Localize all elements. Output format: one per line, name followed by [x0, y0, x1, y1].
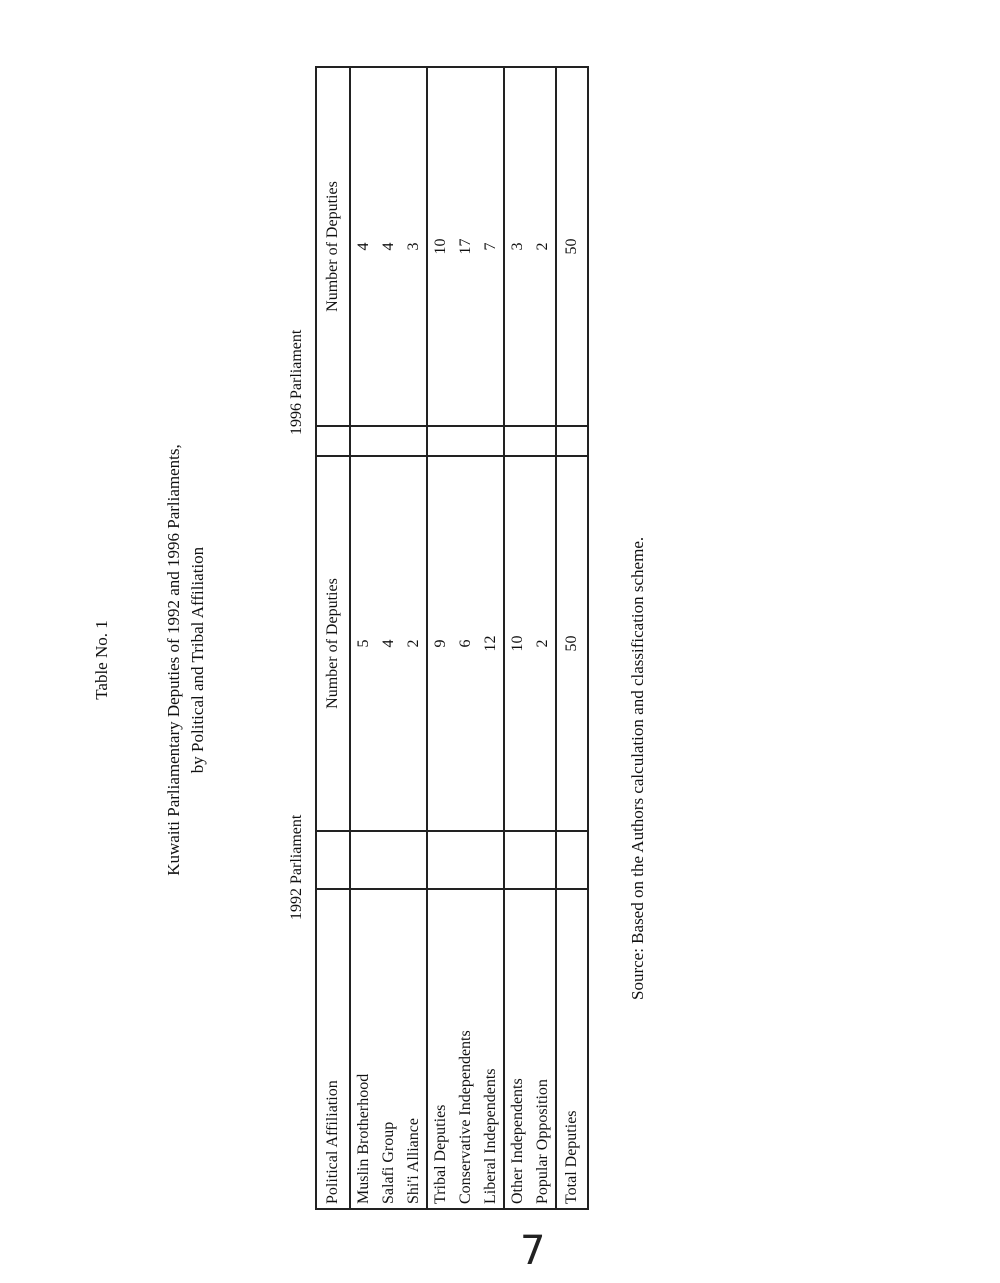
deputies-1992-cell: 12 [478, 456, 504, 831]
deputies-1992-cell: 2 [530, 456, 556, 831]
gap-cell [504, 831, 530, 889]
table-row [376, 67, 401, 1209]
rotated-page [80, 70, 680, 1250]
affiliation-cell: Shi'i Alliance [401, 889, 427, 1209]
header-gap [316, 831, 350, 889]
deputies-1992-cell: 5 [350, 456, 376, 831]
affiliation-cell: Muslin Brotherhood [350, 889, 376, 1209]
header-deputies-1996: Number of Deputies [316, 67, 350, 426]
gap-cell [453, 831, 478, 889]
affiliation-cell: Tribal Deputies [427, 889, 453, 1209]
gap-cell [478, 831, 504, 889]
table-row [530, 67, 556, 1209]
deputies-1996-cell: 10 [427, 67, 453, 426]
gap-cell [350, 426, 376, 456]
gap-cell [376, 831, 401, 889]
gap-cell [478, 426, 504, 456]
affiliation-cell: Liberal Independents [478, 889, 504, 1209]
gap-cell [556, 426, 588, 456]
affiliation-cell: Salafi Group [376, 889, 401, 1209]
gap-cell [427, 831, 453, 889]
gap-cell [401, 831, 427, 889]
gap-cell [556, 831, 588, 889]
deputies-1992-cell: 4 [376, 456, 401, 831]
table-total-row [556, 67, 588, 1209]
deputies-1996-cell: 2 [530, 67, 556, 426]
gap-cell [401, 426, 427, 456]
header-gap [316, 426, 350, 456]
table-row [350, 67, 376, 1209]
table-row [427, 67, 453, 1209]
deputies-1996-cell: 17 [453, 67, 478, 426]
table-title-line-1: Kuwaiti Parliamentary Deputies of 1992 and 1996 Parliaments, [164, 444, 183, 876]
group-label-1992: 1992 Parliament [288, 814, 305, 920]
table-row [478, 67, 504, 1209]
total-1992-cell: 50 [556, 456, 588, 831]
header-political-affiliation: Political Affiliation [316, 889, 350, 1209]
gap-cell [504, 426, 530, 456]
table-row [453, 67, 478, 1209]
total-label-cell: Total Deputies [556, 889, 588, 1209]
gap-cell [530, 426, 556, 456]
group-label-1996: 1996 Parliament [288, 329, 305, 435]
deputies-1992-cell: 6 [453, 456, 478, 831]
page-number: 7 [520, 1228, 546, 1274]
gap-cell [427, 426, 453, 456]
deputies-1996-cell: 7 [478, 67, 504, 426]
affiliation-cell: Conservative Independents [453, 889, 478, 1209]
gap-cell [376, 426, 401, 456]
affiliation-cell: Popular Opposition [530, 889, 556, 1209]
gap-cell [350, 831, 376, 889]
deputies-1996-cell: 3 [504, 67, 530, 426]
deputies-1992-cell: 10 [504, 456, 530, 831]
table-label: Table No. 1 [92, 620, 111, 700]
table-header-row [316, 67, 350, 1209]
deputies-table [315, 66, 589, 1210]
affiliation-cell: Other Independents [504, 889, 530, 1209]
deputies-1996-cell: 4 [350, 67, 376, 426]
deputies-1996-cell: 3 [401, 67, 427, 426]
source-note: Source: Based on the Authors calculation and classification scheme. [628, 536, 647, 1000]
gap-cell [530, 831, 556, 889]
table-title-line-2: by Political and Tribal Affiliation [188, 546, 207, 774]
deputies-1992-cell: 9 [427, 456, 453, 831]
table-row [504, 67, 530, 1209]
gap-cell [453, 426, 478, 456]
header-deputies-1992: Number of Deputies [316, 456, 350, 831]
table-row [401, 67, 427, 1209]
deputies-1996-cell: 4 [376, 67, 401, 426]
total-1996-cell: 50 [556, 67, 588, 426]
deputies-1992-cell: 2 [401, 456, 427, 831]
